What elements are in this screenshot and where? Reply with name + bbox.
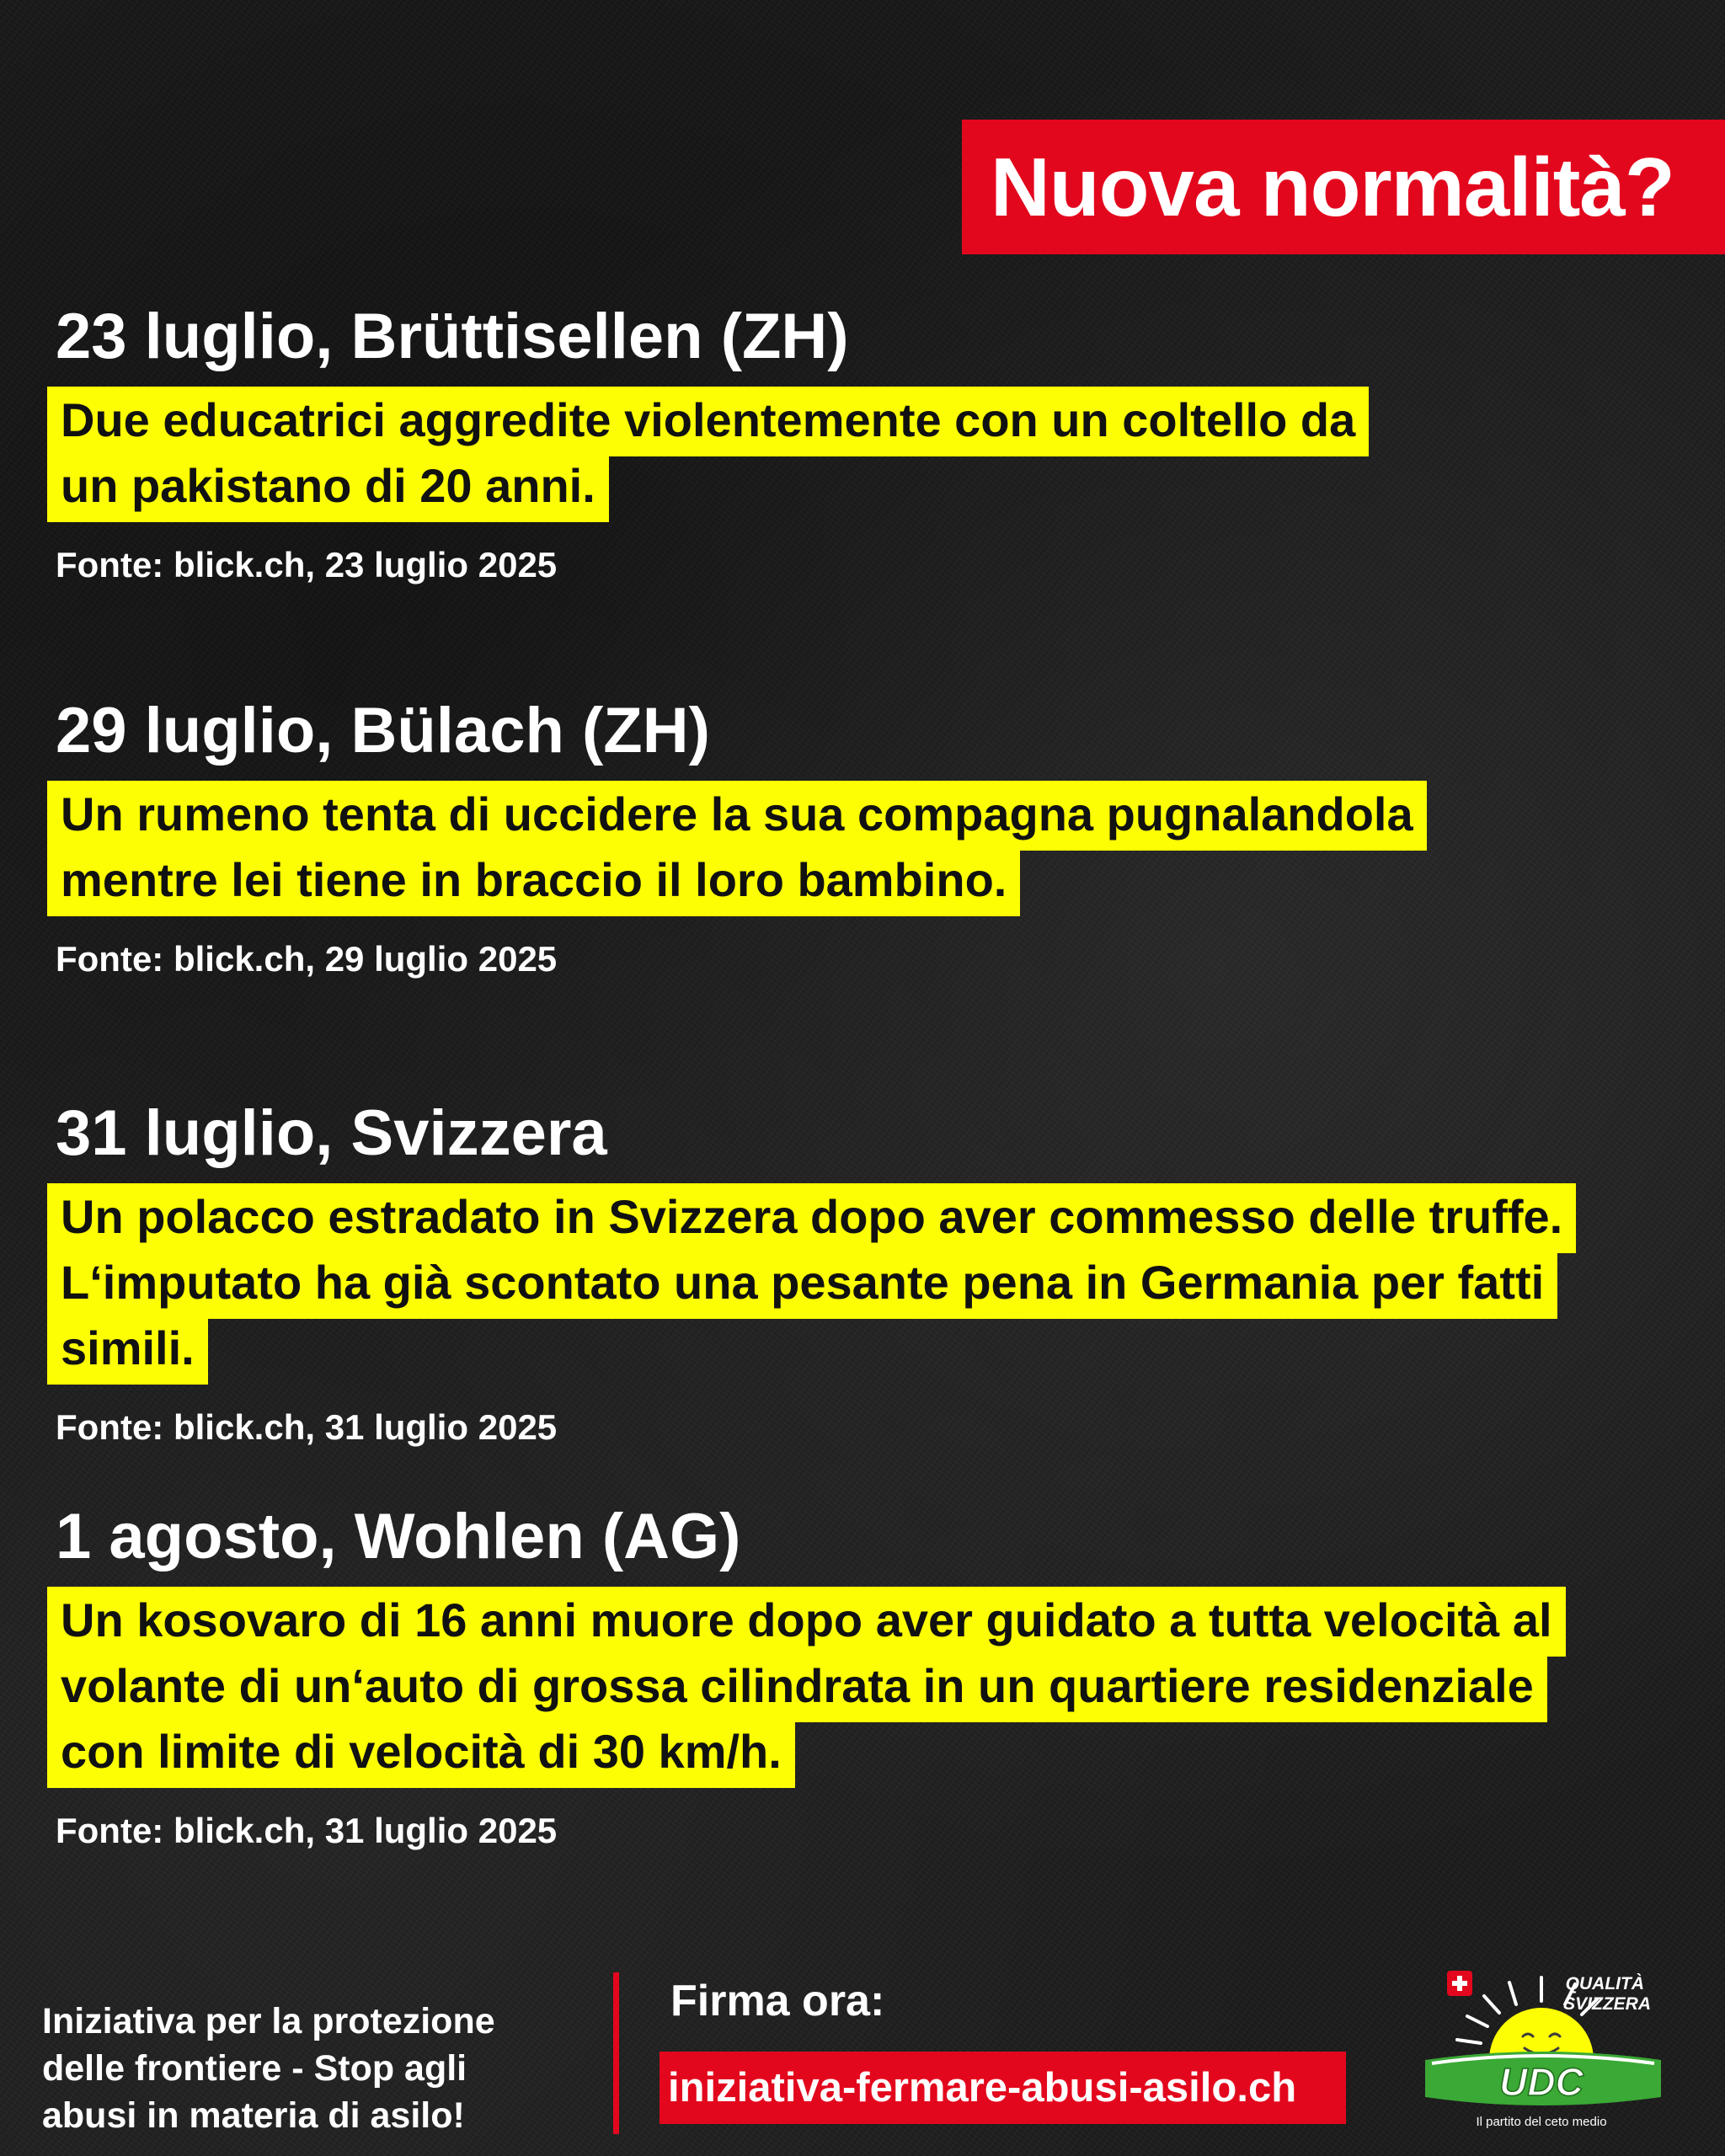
event-source: Fonte: blick.ch, 31 luglio 2025 bbox=[56, 1811, 558, 1850]
udc-logo bbox=[1415, 1952, 1668, 2137]
initiative-text bbox=[42, 1998, 581, 2139]
sign-now-label: Firma ora: bbox=[670, 1977, 885, 2025]
event-source: Fonte: blick.ch, 23 luglio 2025 bbox=[56, 545, 558, 584]
event-description bbox=[47, 1184, 1664, 1381]
sign-url-link[interactable]: iniziativa-fermare-abusi-asilo.ch bbox=[660, 2052, 1346, 2124]
logo-slogan-line: QUALITÀ bbox=[1565, 1974, 1644, 1993]
news-item-2 bbox=[47, 695, 1673, 979]
description-line: Un kosovaro di 16 anni muore dopo aver guidato a tutta velocità al bbox=[61, 1593, 1552, 1646]
event-source: Fonte: blick.ch, 29 luglio 2025 bbox=[56, 939, 558, 979]
page-title: Nuova normalità? bbox=[991, 141, 1674, 233]
logo-slogan-line: SVIZZERA bbox=[1563, 1994, 1651, 2014]
news-item-4 bbox=[47, 1501, 1673, 1850]
event-description bbox=[47, 1588, 1664, 1785]
description-line: Due educatrici aggredite violentemente con un coltello da bbox=[61, 393, 1356, 446]
initiative-line: Iniziativa per la protezione bbox=[42, 2001, 495, 2041]
description-line: L‘imputato ha già scontato una pesante pena in Germania per fatti simili. bbox=[61, 1256, 1545, 1374]
description-line: mentre lei tiene in braccio il loro bambino. bbox=[61, 853, 1007, 906]
logo-udc-text: UDC bbox=[1499, 2060, 1583, 2104]
description-line: Un polacco estradato in Svizzera dopo aver commesso delle truffe. bbox=[61, 1190, 1563, 1243]
logo-tagline: Il partito del ceto medio bbox=[1476, 2115, 1607, 2129]
event-heading: 23 luglio, Brüttisellen (ZH) bbox=[56, 301, 849, 372]
news-item-3 bbox=[47, 1097, 1673, 1447]
description-line: Un rumeno tenta di uccidere la sua compagna pugnalandola bbox=[61, 787, 1413, 841]
event-description bbox=[47, 387, 1664, 519]
description-line: un pakistano di 20 anni. bbox=[61, 459, 595, 512]
swiss-flag-icon bbox=[1447, 1971, 1472, 1996]
initiative-line: delle frontiere - Stop agli bbox=[42, 2048, 467, 2089]
event-source: Fonte: blick.ch, 31 luglio 2025 bbox=[56, 1407, 558, 1447]
initiative-line: abusi in materia di asilo! bbox=[42, 2095, 465, 2136]
description-line: con limite di velocità di 30 km/h. bbox=[61, 1725, 782, 1778]
description-line: volante di un‘auto di grossa cilindrata in un quartiere residenziale bbox=[61, 1659, 1534, 1712]
event-heading: 31 luglio, Svizzera bbox=[56, 1097, 607, 1169]
event-description bbox=[47, 782, 1664, 913]
title-banner bbox=[962, 120, 1725, 254]
event-heading: 1 agosto, Wohlen (AG) bbox=[56, 1501, 741, 1572]
footer-divider bbox=[613, 1972, 619, 2134]
event-heading: 29 luglio, Bülach (ZH) bbox=[56, 695, 710, 766]
news-item-1 bbox=[47, 301, 1673, 584]
